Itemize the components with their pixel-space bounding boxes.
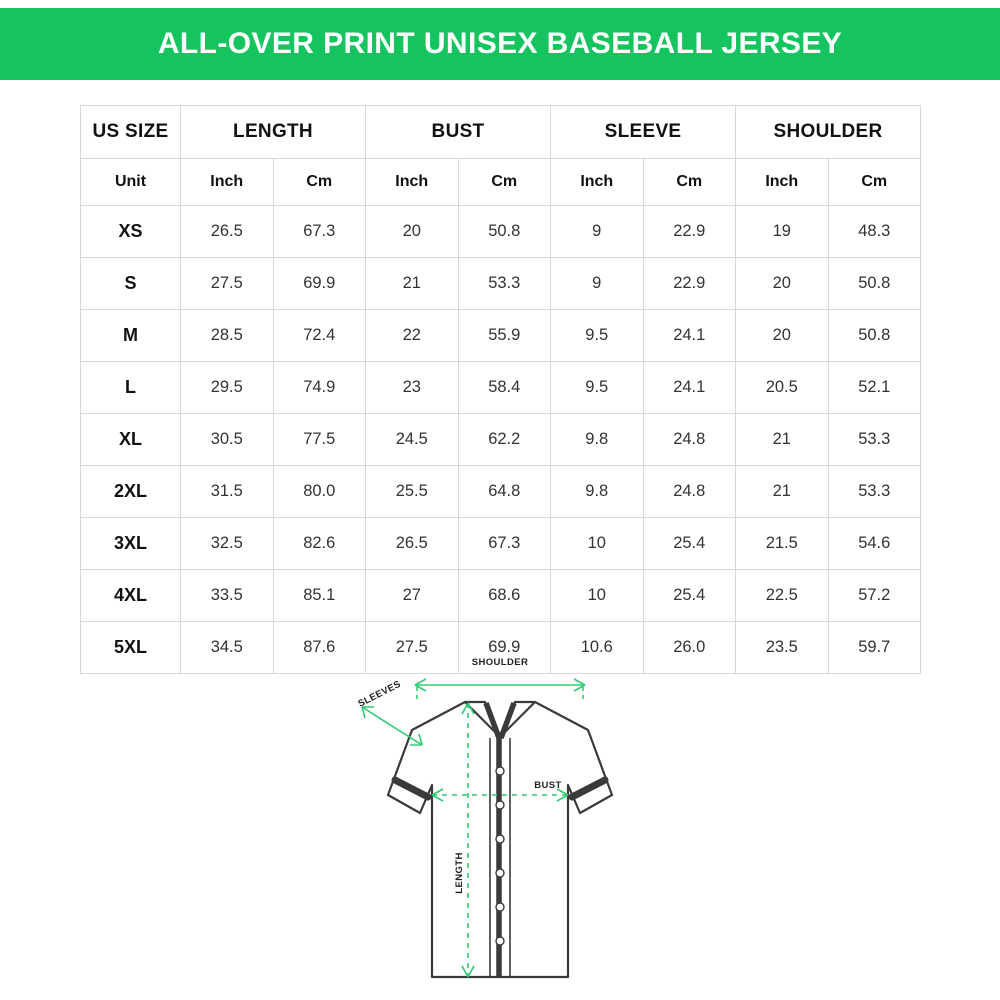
row-size-label: XL bbox=[81, 414, 181, 466]
cell-sleeve-cm: 26.0 bbox=[643, 622, 736, 674]
cell-bust-cm: 62.2 bbox=[458, 414, 551, 466]
cell-shoulder-cm: 57.2 bbox=[828, 570, 921, 622]
cell-bust-cm: 55.9 bbox=[458, 310, 551, 362]
cell-shoulder-cm: 53.3 bbox=[828, 414, 921, 466]
cell-shoulder-inch: 23.5 bbox=[736, 622, 829, 674]
unit-header-sleeve-inch: Inch bbox=[551, 159, 644, 206]
measure-guides bbox=[362, 679, 585, 977]
cell-shoulder-cm: 50.8 bbox=[828, 310, 921, 362]
unit-header-label: Unit bbox=[81, 159, 181, 206]
size-table-container bbox=[80, 105, 920, 674]
cell-sleeve-inch: 10 bbox=[551, 518, 644, 570]
unit-header-bust-cm: Cm bbox=[458, 159, 551, 206]
table-row bbox=[81, 414, 921, 466]
column-header-length: LENGTH bbox=[181, 106, 366, 159]
cell-sleeve-inch: 9.8 bbox=[551, 466, 644, 518]
cell-length-inch: 28.5 bbox=[181, 310, 274, 362]
table-unit-header-row bbox=[81, 159, 921, 206]
cell-shoulder-cm: 50.8 bbox=[828, 258, 921, 310]
cell-length-inch: 27.5 bbox=[181, 258, 274, 310]
cell-sleeve-inch: 10 bbox=[551, 570, 644, 622]
cell-sleeve-cm: 25.4 bbox=[643, 518, 736, 570]
cell-sleeve-inch: 9.5 bbox=[551, 310, 644, 362]
row-size-label: M bbox=[81, 310, 181, 362]
table-row bbox=[81, 310, 921, 362]
cell-sleeve-cm: 22.9 bbox=[643, 258, 736, 310]
cell-length-cm: 67.3 bbox=[273, 206, 366, 258]
cell-shoulder-cm: 52.1 bbox=[828, 362, 921, 414]
cell-bust-cm: 53.3 bbox=[458, 258, 551, 310]
label-shoulder: SHOULDER bbox=[471, 657, 529, 668]
cell-length-cm: 69.9 bbox=[273, 258, 366, 310]
table-row bbox=[81, 518, 921, 570]
row-size-label: XS bbox=[81, 206, 181, 258]
header-banner bbox=[0, 8, 1000, 80]
label-bust: BUST bbox=[534, 780, 562, 791]
unit-header-length-cm: Cm bbox=[273, 159, 366, 206]
table-row bbox=[81, 570, 921, 622]
cell-length-inch: 30.5 bbox=[181, 414, 274, 466]
cell-shoulder-inch: 21.5 bbox=[736, 518, 829, 570]
cell-bust-inch: 20 bbox=[366, 206, 459, 258]
cell-bust-cm: 68.6 bbox=[458, 570, 551, 622]
unit-header-shoulder-cm: Cm bbox=[828, 159, 921, 206]
cell-bust-cm: 58.4 bbox=[458, 362, 551, 414]
cell-shoulder-cm: 48.3 bbox=[828, 206, 921, 258]
column-header-us-size: US SIZE bbox=[81, 106, 181, 159]
cell-shoulder-inch: 21 bbox=[736, 466, 829, 518]
cell-bust-inch: 24.5 bbox=[366, 414, 459, 466]
cell-length-cm: 87.6 bbox=[273, 622, 366, 674]
unit-header-sleeve-cm: Cm bbox=[643, 159, 736, 206]
cell-bust-inch: 22 bbox=[366, 310, 459, 362]
cell-length-cm: 85.1 bbox=[273, 570, 366, 622]
column-header-sleeve: SLEEVE bbox=[551, 106, 736, 159]
cell-length-cm: 80.0 bbox=[273, 466, 366, 518]
column-header-shoulder: SHOULDER bbox=[736, 106, 921, 159]
cell-bust-inch: 27 bbox=[366, 570, 459, 622]
cell-shoulder-inch: 21 bbox=[736, 414, 829, 466]
cell-length-inch: 32.5 bbox=[181, 518, 274, 570]
cell-sleeve-inch: 9.8 bbox=[551, 414, 644, 466]
cell-bust-cm: 50.8 bbox=[458, 206, 551, 258]
unit-header-bust-inch: Inch bbox=[366, 159, 459, 206]
table-row bbox=[81, 362, 921, 414]
size-table bbox=[80, 105, 921, 674]
table-group-header-row bbox=[81, 106, 921, 159]
row-size-label: 5XL bbox=[81, 622, 181, 674]
cell-sleeve-cm: 22.9 bbox=[643, 206, 736, 258]
cell-sleeve-cm: 24.8 bbox=[643, 414, 736, 466]
table-row bbox=[81, 258, 921, 310]
cell-bust-inch: 21 bbox=[366, 258, 459, 310]
cell-sleeve-inch: 9.5 bbox=[551, 362, 644, 414]
cell-shoulder-inch: 20.5 bbox=[736, 362, 829, 414]
cell-shoulder-inch: 20 bbox=[736, 258, 829, 310]
cell-sleeve-inch: 10.6 bbox=[551, 622, 644, 674]
cell-length-cm: 77.5 bbox=[273, 414, 366, 466]
cell-sleeve-inch: 9 bbox=[551, 258, 644, 310]
cell-shoulder-cm: 53.3 bbox=[828, 466, 921, 518]
cell-length-inch: 33.5 bbox=[181, 570, 274, 622]
cell-shoulder-inch: 19 bbox=[736, 206, 829, 258]
cell-length-cm: 72.4 bbox=[273, 310, 366, 362]
cell-bust-inch: 23 bbox=[366, 362, 459, 414]
row-size-label: L bbox=[81, 362, 181, 414]
row-size-label: 3XL bbox=[81, 518, 181, 570]
cell-sleeve-cm: 24.8 bbox=[643, 466, 736, 518]
cell-shoulder-inch: 22.5 bbox=[736, 570, 829, 622]
cell-bust-inch: 25.5 bbox=[366, 466, 459, 518]
row-size-label: 2XL bbox=[81, 466, 181, 518]
cell-bust-cm: 67.3 bbox=[458, 518, 551, 570]
page-title: ALL-OVER PRINT UNISEX BASEBALL JERSEY bbox=[157, 27, 843, 60]
table-row bbox=[81, 206, 921, 258]
jersey-measurement-diagram bbox=[300, 645, 700, 995]
unit-header-shoulder-inch: Inch bbox=[736, 159, 829, 206]
cell-length-cm: 74.9 bbox=[273, 362, 366, 414]
cell-sleeve-cm: 24.1 bbox=[643, 362, 736, 414]
cell-sleeve-cm: 25.4 bbox=[643, 570, 736, 622]
cell-bust-inch: 26.5 bbox=[366, 518, 459, 570]
label-sleeves: SLEEVES bbox=[356, 678, 403, 710]
unit-header-length-inch: Inch bbox=[181, 159, 274, 206]
cell-bust-cm: 64.8 bbox=[458, 466, 551, 518]
cell-length-inch: 31.5 bbox=[181, 466, 274, 518]
cell-bust-inch: 27.5 bbox=[366, 622, 459, 674]
row-size-label: 4XL bbox=[81, 570, 181, 622]
cell-bust-cm: 69.9 bbox=[458, 622, 551, 674]
cell-length-inch: 34.5 bbox=[181, 622, 274, 674]
label-length: LENGTH bbox=[454, 852, 465, 894]
cell-shoulder-cm: 54.6 bbox=[828, 518, 921, 570]
cell-shoulder-inch: 20 bbox=[736, 310, 829, 362]
column-header-bust: BUST bbox=[366, 106, 551, 159]
cell-shoulder-cm: 59.7 bbox=[828, 622, 921, 674]
cell-length-inch: 29.5 bbox=[181, 362, 274, 414]
cell-length-cm: 82.6 bbox=[273, 518, 366, 570]
cell-sleeve-inch: 9 bbox=[551, 206, 644, 258]
cell-sleeve-cm: 24.1 bbox=[643, 310, 736, 362]
cell-length-inch: 26.5 bbox=[181, 206, 274, 258]
table-row bbox=[81, 466, 921, 518]
row-size-label: S bbox=[81, 258, 181, 310]
